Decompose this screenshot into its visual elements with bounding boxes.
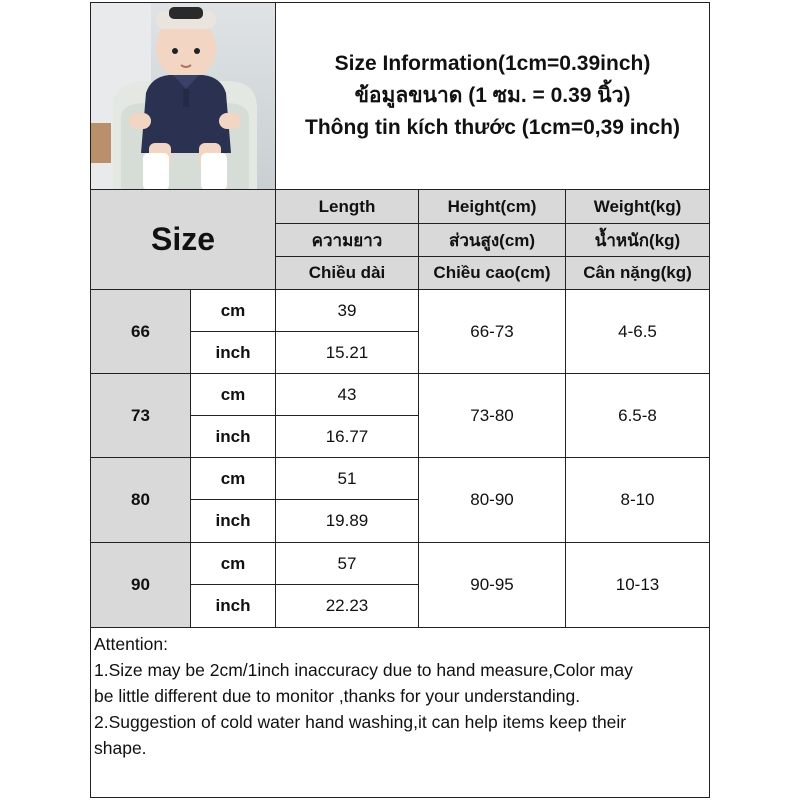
unit-inch-cell: inch bbox=[191, 585, 276, 628]
title-thai: ข้อมูลขนาด (1 ซม. = 0.39 นิ้ว) bbox=[354, 84, 631, 107]
weight-range-cell: 4-6.5 bbox=[566, 290, 709, 374]
attention-note-1b: be little different due to monitor ,thanks for your understanding. bbox=[94, 686, 581, 706]
unit-inch-cell: inch bbox=[191, 332, 276, 374]
size-cell: 66 bbox=[91, 290, 191, 374]
weight-header-en: Weight(kg) bbox=[566, 190, 709, 224]
weight-header-vi: Cân nặng(kg) bbox=[566, 257, 709, 290]
unit-inch-cell: inch bbox=[191, 500, 276, 543]
length-cm-cell: 39 bbox=[276, 290, 419, 332]
attention-heading: Attention: bbox=[94, 634, 168, 654]
length-cm-cell: 43 bbox=[276, 374, 419, 416]
length-inch-cell: 15.21 bbox=[276, 332, 419, 374]
size-chart-sheet bbox=[90, 2, 710, 798]
unit-cm-cell: cm bbox=[191, 290, 276, 332]
length-inch-cell: 22.23 bbox=[276, 585, 419, 628]
attention-notes bbox=[91, 628, 709, 797]
weight-range-cell: 10-13 bbox=[566, 543, 709, 628]
unit-cm-cell: cm bbox=[191, 374, 276, 416]
height-range-cell: 80-90 bbox=[419, 458, 566, 543]
attention-note-1a: 1.Size may be 2cm/1inch inaccuracy due to hand measure,Color may bbox=[94, 660, 633, 680]
length-header-th: ความยาว bbox=[276, 224, 419, 257]
weight-range-cell: 8-10 bbox=[566, 458, 709, 543]
attention-note-2a: 2.Suggestion of cold water hand washing,it can help items keep their bbox=[94, 712, 627, 732]
size-info-title bbox=[276, 3, 709, 190]
baby-in-polo-romper-image bbox=[91, 3, 276, 190]
height-range-cell: 66-73 bbox=[419, 290, 566, 374]
length-header-en: Length bbox=[276, 190, 419, 224]
length-cm-cell: 57 bbox=[276, 543, 419, 585]
title-vietnamese: Thông tin kích thước (1cm=0,39 inch) bbox=[305, 116, 680, 139]
height-range-cell: 90-95 bbox=[419, 543, 566, 628]
unit-cm-cell: cm bbox=[191, 543, 276, 585]
height-header-en: Height(cm) bbox=[419, 190, 566, 224]
size-cell: 90 bbox=[91, 543, 191, 628]
size-cell: 73 bbox=[91, 374, 191, 458]
product-photo bbox=[91, 3, 276, 190]
unit-inch-cell: inch bbox=[191, 416, 276, 458]
title-english: Size Information(1cm=0.39inch) bbox=[334, 52, 651, 75]
length-inch-cell: 16.77 bbox=[276, 416, 419, 458]
size-cell: 80 bbox=[91, 458, 191, 543]
attention-note-2b: shape. bbox=[94, 738, 147, 758]
weight-header-th: น้ำหนัก(kg) bbox=[566, 224, 709, 257]
length-header-vi: Chiều dài bbox=[276, 257, 419, 290]
length-inch-cell: 19.89 bbox=[276, 500, 419, 543]
weight-range-cell: 6.5-8 bbox=[566, 374, 709, 458]
size-column-header: Size bbox=[91, 190, 276, 290]
unit-cm-cell: cm bbox=[191, 458, 276, 500]
height-header-vi: Chiều cao(cm) bbox=[419, 257, 566, 290]
height-range-cell: 73-80 bbox=[419, 374, 566, 458]
length-cm-cell: 51 bbox=[276, 458, 419, 500]
height-header-th: ส่วนสูง(cm) bbox=[419, 224, 566, 257]
